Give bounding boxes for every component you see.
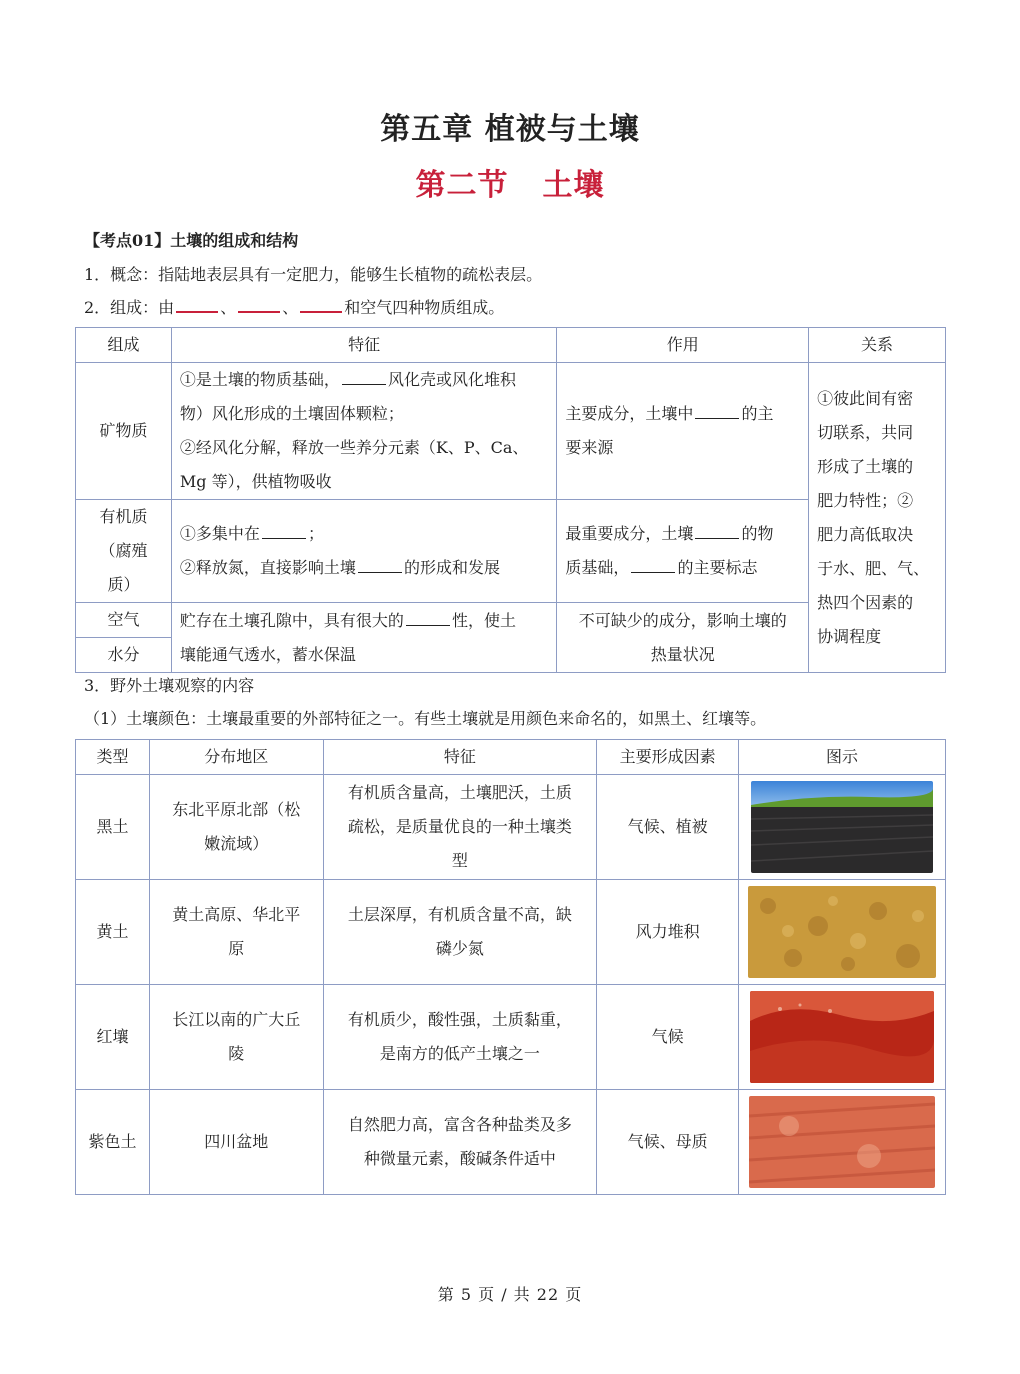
separator: 、 [220, 298, 237, 317]
text: 疏松，是质量优良的一种土壤类 [347, 817, 572, 836]
soil-feature [323, 1090, 597, 1195]
concept-line: 1．概念：指陆地表层具有一定肥力，能够生长植物的疏松表层。 [84, 265, 543, 284]
text: 型 [451, 851, 468, 870]
blank-2[interactable] [238, 297, 280, 313]
table-row [76, 775, 946, 880]
soil-image-cell [738, 1090, 945, 1195]
text: 质基础， [565, 558, 630, 577]
soil-region [149, 1090, 323, 1195]
water-name: 水分 [76, 638, 172, 673]
kaodian-number: 01 [132, 231, 155, 250]
soil-type: 红壤 [76, 985, 150, 1090]
text: 要来源 [565, 438, 614, 457]
text: 热四个因素的 [817, 592, 914, 612]
page-footer: 第 5 页 / 共 22 页 [437, 1285, 583, 1304]
air-water-feature [171, 603, 557, 673]
blank-3[interactable] [300, 297, 342, 313]
text: 物）风化形成的土壤固体颗粒； [179, 404, 404, 423]
text: 不可缺少的成分，影响土壤的 [578, 610, 787, 630]
text: 肥力特性；② [817, 490, 914, 510]
text: 主要成分，土壤中 [565, 404, 694, 423]
text: 的物 [741, 524, 774, 543]
text: 协调程度 [817, 626, 882, 646]
text: 种微量元素，酸碱条件适中 [363, 1149, 556, 1168]
text: 陵 [228, 1044, 245, 1063]
separator: 、 [282, 298, 299, 317]
header-cell: 特征 [323, 740, 597, 775]
soil-type-table [75, 739, 946, 1195]
soil-region [149, 880, 323, 985]
air-water-role [557, 603, 809, 673]
composition-suffix: 和空气四种物质组成。 [344, 298, 505, 317]
text: 风化壳或风化堆积 [387, 370, 516, 389]
soil-factor: 风力堆积 [597, 880, 739, 985]
text: 有机质少，酸性强，土质黏重， [347, 1010, 572, 1029]
soil-factor: 气候、植被 [597, 775, 739, 880]
soil-image-cell [738, 985, 945, 1090]
table-header-row [76, 740, 946, 775]
text: ①多集中在 [179, 524, 260, 543]
blank[interactable] [262, 524, 306, 539]
soil-type: 紫色土 [76, 1090, 150, 1195]
soil-image-cell [738, 880, 945, 985]
blank[interactable] [695, 404, 739, 419]
text: 性，使土 [451, 610, 516, 630]
soil-feature [323, 775, 597, 880]
text: 热量状况 [650, 644, 715, 664]
soil-factor: 气候、母质 [597, 1090, 739, 1195]
text: 土层深厚，有机质含量不高，缺 [347, 905, 572, 924]
composition-table [75, 327, 946, 673]
header-cell: 图示 [738, 740, 945, 775]
text: 磷少氮 [435, 939, 484, 958]
blank[interactable] [358, 558, 402, 573]
soil-region [149, 985, 323, 1090]
table-row [76, 1090, 946, 1195]
header-cell: 类型 [76, 740, 150, 775]
blank[interactable] [695, 524, 739, 539]
color-line: （1）土壤颜色：土壤最重要的外部特征之一。有些土壤就是用颜色来命名的，如黑土、红壤等。 [84, 709, 767, 728]
header-cell: 组成 [76, 328, 172, 363]
text: 壤能通气透水，蓄水保温 [179, 644, 356, 664]
organic-role [557, 500, 809, 603]
table-row [76, 985, 946, 1090]
mineral-role [557, 363, 809, 500]
organic-feature [171, 500, 557, 603]
header-cell: 关系 [809, 328, 946, 363]
text: ； [307, 524, 324, 543]
table-row [76, 880, 946, 985]
relation-cell [809, 363, 946, 673]
text: 嫩流域） [204, 834, 269, 853]
text: 的主 [741, 404, 774, 423]
text: ①是土壤的物质基础， [179, 370, 340, 389]
loess-photo [748, 886, 936, 978]
text: 最重要成分，土壤 [565, 524, 694, 543]
chapter-title: 第五章 植被与土壤 [380, 112, 640, 147]
blank[interactable] [342, 370, 386, 385]
text: 质） [107, 575, 140, 594]
text: 是南方的低产土壤之一 [379, 1044, 540, 1063]
kaodian-label: 【考点 [84, 231, 133, 250]
text: Mg 等），供植物吸收 [179, 472, 332, 491]
text: 肥力高低取决 [817, 524, 914, 544]
composition-prefix: 2．组成：由 [84, 298, 175, 317]
text: ①彼此间有密 [817, 388, 914, 408]
soil-region [149, 775, 323, 880]
red-soil-photo [750, 991, 934, 1083]
header-cell: 主要形成因素 [597, 740, 739, 775]
header-cell: 特征 [171, 328, 557, 363]
mineral-feature [171, 363, 557, 500]
text: 的主要标志 [677, 558, 758, 577]
organic-name [76, 500, 172, 603]
black-soil-photo [751, 781, 933, 873]
soil-image-cell [738, 775, 945, 880]
blank-1[interactable] [176, 297, 218, 313]
kaodian-bracket: 】 [154, 231, 171, 250]
soil-type: 黑土 [76, 775, 150, 880]
text: 于水、肥、气、 [817, 558, 930, 578]
text: （腐殖 [99, 541, 148, 560]
blank[interactable] [406, 611, 450, 626]
field-observation-title: 3．野外土壤观察的内容 [84, 676, 255, 695]
text: 切联系，共同 [817, 422, 914, 442]
soil-type: 黄土 [76, 880, 150, 985]
mineral-name: 矿物质 [76, 363, 172, 500]
soil-feature [323, 985, 597, 1090]
text: 长江以南的广大丘 [172, 1010, 301, 1029]
kaodian-title: 土壤的组成和结构 [170, 231, 299, 250]
text: 黄土高原、华北平 [172, 905, 301, 924]
soil-feature [323, 880, 597, 985]
header-cell: 分布地区 [149, 740, 323, 775]
text: 贮存在土壤孔隙中，具有很大的 [179, 610, 404, 630]
text: 有机质含量高，土壤肥沃，土质 [347, 783, 572, 802]
section-title [0, 160, 1020, 204]
text: 原 [228, 939, 245, 958]
soil-factor: 气候 [597, 985, 739, 1090]
composition-line [84, 295, 504, 318]
kaodian-heading [84, 228, 298, 251]
text: 自然肥力高，富含各种盐类及多 [347, 1115, 572, 1134]
header-cell: 作用 [557, 328, 809, 363]
text: 的形成和发展 [403, 558, 500, 577]
text: 形成了土壤的 [817, 456, 914, 476]
text: ②释放氮，直接影响土壤 [179, 558, 356, 577]
air-name: 空气 [76, 603, 172, 638]
text: 东北平原北部（松 [172, 800, 301, 819]
text: ②经风化分解，释放一些养分元素（K、P、Ca、 [179, 438, 529, 457]
table-row-mineral [76, 363, 946, 500]
text: 有机质 [99, 507, 148, 526]
text: 四川盆地 [204, 1132, 269, 1151]
section-name: 土壤 [542, 168, 605, 203]
blank[interactable] [631, 558, 675, 573]
section-number: 第二节 [415, 168, 509, 203]
purple-soil-photo [749, 1096, 935, 1188]
table-header-row [76, 328, 946, 363]
